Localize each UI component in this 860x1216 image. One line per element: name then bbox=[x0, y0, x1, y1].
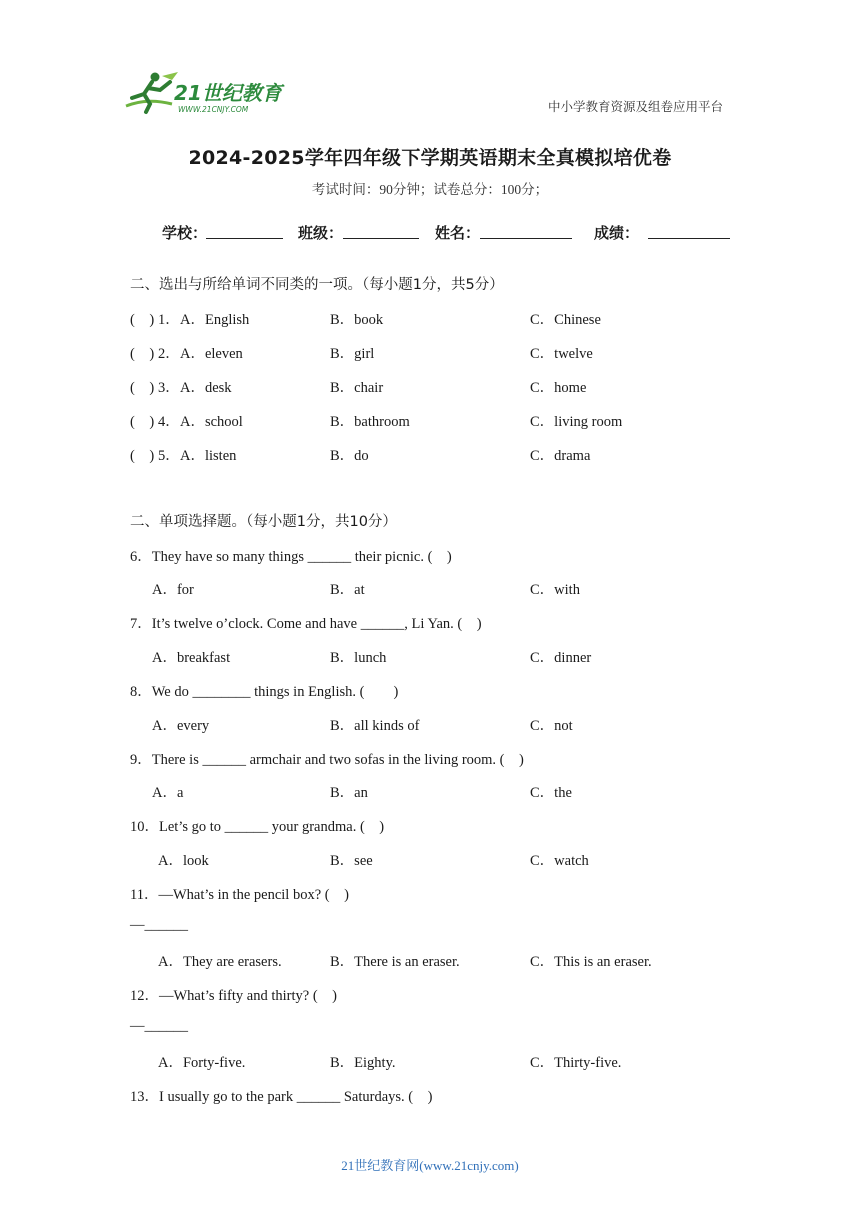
option-a: A．English bbox=[180, 312, 250, 328]
question-number: 5． bbox=[158, 448, 180, 464]
score-field[interactable] bbox=[648, 238, 730, 239]
name-field[interactable] bbox=[480, 238, 572, 239]
question-number: 2． bbox=[158, 346, 180, 362]
option-c: C．living room bbox=[530, 414, 623, 430]
option-b: B．at bbox=[330, 582, 365, 598]
name-label: 姓名： bbox=[435, 224, 481, 242]
option-b: B．all kinds of bbox=[330, 718, 420, 734]
question-text: 8．We do ________ things in English. ( ) bbox=[130, 684, 399, 700]
option-b: B．an bbox=[330, 785, 368, 801]
option-a: A．Forty-five. bbox=[158, 1055, 246, 1071]
option-b: B．girl bbox=[330, 346, 375, 362]
answer-bracket[interactable]: ( ) bbox=[130, 380, 155, 396]
question-text: 12．—What’s fifty and thirty? ( ) bbox=[130, 988, 337, 1004]
option-a: A．listen bbox=[180, 448, 237, 464]
question-text: 13．I usually go to the park ______ Saturdays. ( ) bbox=[130, 1089, 433, 1105]
option-b: B．lunch bbox=[330, 650, 387, 666]
answer-bracket[interactable]: ( ) bbox=[130, 448, 155, 464]
option-a: A．school bbox=[180, 414, 243, 430]
option-c: C．drama bbox=[530, 448, 591, 464]
exam-info: 考试时间：90分钟；试卷总分：100分； bbox=[311, 182, 549, 197]
question-text: 6．They have so many things ______ their picnic. ( ) bbox=[130, 549, 452, 565]
option-a: A．look bbox=[158, 853, 209, 869]
option-c: C．dinner bbox=[530, 650, 592, 666]
option-c: C．the bbox=[530, 785, 572, 801]
school-field[interactable] bbox=[206, 238, 283, 239]
section-heading: 二、单项选择题。（每小题1分，共10分） bbox=[130, 514, 397, 530]
option-a: A．eleven bbox=[180, 346, 243, 362]
section-heading: 二、选出与所给单词不同类的一项。（每小题1分，共5分） bbox=[130, 277, 504, 293]
option-b: B．chair bbox=[330, 380, 384, 396]
question-text: 10．Let’s go to ______ your grandma. ( ) bbox=[130, 819, 385, 835]
option-a: A．They are erasers. bbox=[158, 954, 282, 970]
option-c: C．Thirty-five. bbox=[530, 1055, 622, 1071]
score-label: 成绩： bbox=[594, 224, 640, 242]
option-a: A．for bbox=[152, 582, 194, 598]
option-b: B．Eighty. bbox=[330, 1055, 396, 1071]
option-b: B．do bbox=[330, 448, 369, 464]
option-b: B．see bbox=[330, 853, 373, 869]
logo-url: WWW.21CNJY.COM bbox=[178, 105, 249, 114]
answer-bracket[interactable]: ( ) bbox=[130, 414, 155, 430]
question-number: 4． bbox=[158, 414, 180, 430]
option-a: A．every bbox=[152, 718, 210, 734]
option-c: C．Chinese bbox=[530, 312, 601, 328]
option-c: C．not bbox=[530, 718, 573, 734]
option-a: A．breakfast bbox=[152, 650, 231, 666]
page-title: 2024-2025学年四年级下学期英语期末全真模拟培优卷 bbox=[188, 147, 672, 169]
option-c: C．with bbox=[530, 582, 580, 598]
option-c: C．twelve bbox=[530, 346, 593, 362]
platform-tagline: 中小学教育资源及组卷应用平台 bbox=[548, 100, 724, 114]
option-a: A．a bbox=[152, 785, 184, 801]
option-a: A．desk bbox=[180, 380, 232, 396]
answer-bracket[interactable]: ( ) bbox=[130, 312, 155, 328]
class-field[interactable] bbox=[343, 238, 419, 239]
question-number: 3． bbox=[158, 380, 180, 396]
option-c: C．watch bbox=[530, 853, 589, 869]
question-text: 11．—What’s in the pencil box? ( ) bbox=[130, 887, 349, 903]
answer-bracket[interactable]: ( ) bbox=[130, 346, 155, 362]
option-b: B．bathroom bbox=[330, 414, 410, 430]
question-number: 1． bbox=[158, 312, 180, 328]
logo-text: 21世纪教育 bbox=[174, 81, 282, 105]
footer-link[interactable]: 21世纪教育网(www.21cnjy.com) bbox=[341, 1158, 519, 1173]
option-b: B．There is an eraser. bbox=[330, 954, 460, 970]
runner-logo-icon bbox=[122, 70, 292, 116]
answer-line: —______ bbox=[130, 917, 188, 933]
class-label: 班级： bbox=[298, 224, 344, 242]
option-c: C．This is an eraser. bbox=[530, 954, 652, 970]
option-c: C．home bbox=[530, 380, 587, 396]
answer-line: —______ bbox=[130, 1018, 188, 1034]
question-text: 9．There is ______ armchair and two sofas in the living room. ( ) bbox=[130, 752, 524, 768]
option-b: B．book bbox=[330, 312, 384, 328]
school-label: 学校： bbox=[162, 224, 208, 242]
question-text: 7．It’s twelve o’clock. Come and have ______, Li Yan. ( ) bbox=[130, 616, 482, 632]
logo bbox=[122, 70, 292, 116]
